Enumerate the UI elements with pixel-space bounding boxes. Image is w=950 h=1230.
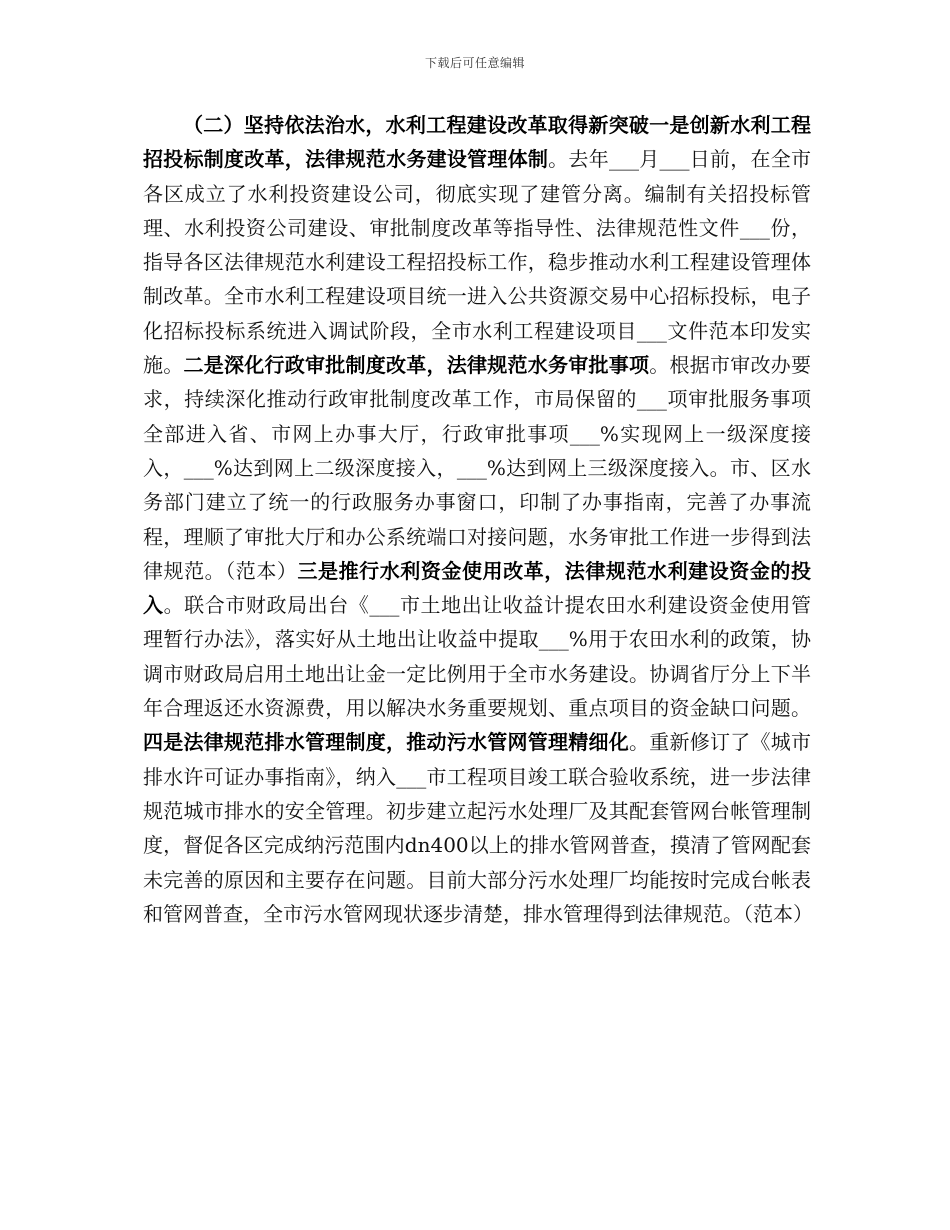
page-header: 下载后可任意编辑 bbox=[424, 56, 525, 70]
section-heading-funding-reform: 三是推行水利资金使用改革，法律规范水利建设资金的投入 bbox=[143, 558, 811, 618]
section-heading-approval-reform: 二是深化行政审批制度改革，法律规范水务审批事项 bbox=[183, 353, 650, 378]
section-heading-drainage-reform: 四是法律规范排水管理制度，推动污水管网管理精细化 bbox=[143, 730, 629, 755]
document-body bbox=[143, 108, 811, 931]
section-text-bidding-reform: 。去年___月___日前，在全市各区成立了水利投资建设公司，彻底实现了建管分离。编制有关招投标管理、水利投资公司建设、审批制度改革等指导性、法律规范性文件___份，指导各区法律规范水利建设工程招投标工作，稳步推动水利工程建设管理体制改革。全市水利工程建设项目统一进入公共资源交易中心招标投标，电子化招标投标系统进入调试阶段，全市水利工程建设项目___文件范本印发实施。 bbox=[143, 147, 812, 378]
section-heading-bidding-reform: （二）坚持依法治水，水利工程建设改革取得新突破一是创新水利工程招投标制度改革，法律规范水务建设管理体制 bbox=[143, 113, 811, 172]
section-text-drainage-reform: 。重新修订了《城市排水许可证办事指南》，纳入___市工程项目竣工联合验收系统，进一步法律规范城市排水的安全管理。初步建立起污水处理厂及其配套管网台帐管理制度，督促各区完成纳污范围内dn400以上的排水管网普查，摸清了管网配套未完善的原因和主要存在问题。目前大部分污水处理厂均能按时完成台帐表和管网普查，全市污水管网现状逐步清楚，排水管理得到法律规范。（范本） bbox=[143, 730, 813, 926]
section-text-funding-reform: 。联合市财政局出台《___市土地出让收益计提农田水利建设资金使用管理暂行办法》，落实好从土地出让收益中提取___%用于农田水利的政策，协调市财政局启用土地出让金一定比例用于全市水务建设。协调省厅分上下半年合理返还水资源费，用以解决水务重要规划、重点项目的资金缺口问题。 bbox=[143, 593, 812, 721]
section-text-approval-reform: 。根据市审改办要求，持续深化推动行政审批制度改革工作，市局保留的___项审批服务事项全部进入省、市网上办事大厅，行政审批事项___%实现网上一级深度接入，___%达到网上二级深度接入，___%达到网上三级深度接入。市、区水务部门建立了统一的行政服务办事窗口，印制了办事指南，完善了办事流程，理顺了审批大厅和办公系统端口对接问题，水务审批工作进一步得到法律规范。（范本） bbox=[143, 353, 811, 583]
paragraph-water-reform bbox=[143, 108, 811, 931]
